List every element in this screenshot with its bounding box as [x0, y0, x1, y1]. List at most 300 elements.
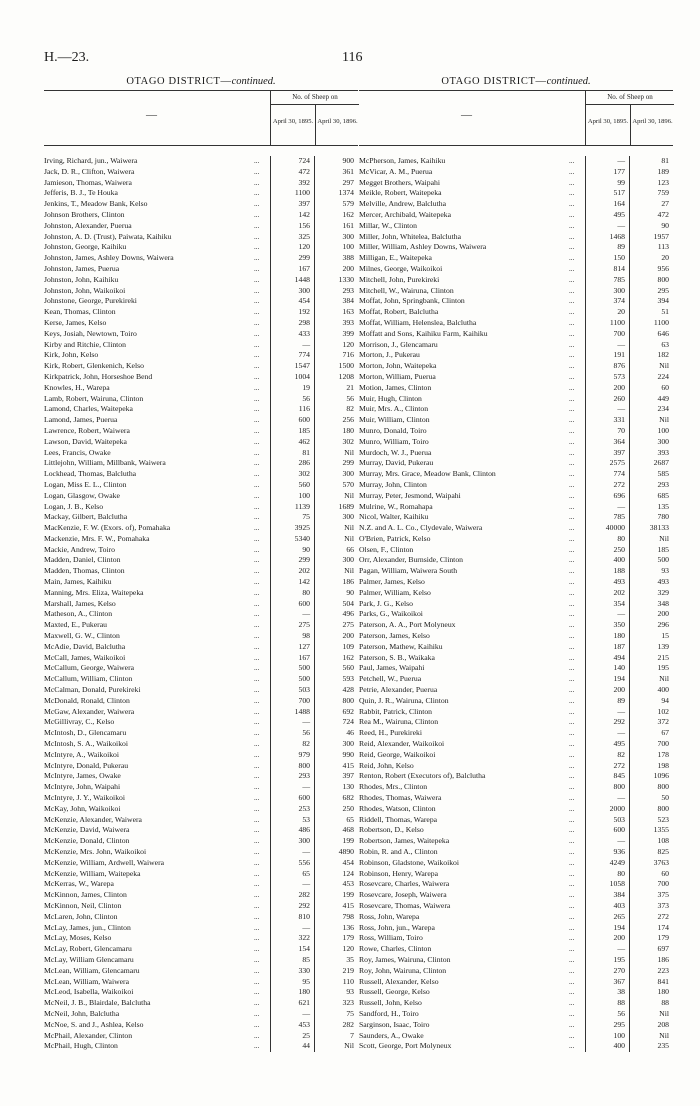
- table-row: [359, 394, 673, 405]
- sheep-1896: 399: [342, 328, 354, 338]
- owner-name: Moffatt and Sons, Kaihiku Farm, Kaihiku: [359, 328, 488, 338]
- table-header: [44, 90, 358, 146]
- table-row: [359, 663, 673, 674]
- leader-dots: ...: [254, 372, 260, 381]
- sheep-1895: 167: [298, 652, 310, 662]
- owner-name: Rosevcare, Thomas, Waiwera: [359, 900, 451, 910]
- sheep-1896: 46: [346, 728, 354, 738]
- section-title: OTAGO DISTRICT—continued.: [441, 76, 591, 87]
- leader-dots: ...: [569, 416, 575, 425]
- leader-dots: ...: [569, 945, 575, 954]
- sheep-1895: —: [302, 922, 310, 932]
- owner-name: McCalman, Donald, Purekireki: [44, 685, 141, 695]
- table-row: [359, 739, 673, 750]
- owner-name: Paterson, James, Kelso: [359, 631, 430, 641]
- sheep-1896: 397: [342, 771, 354, 781]
- sheep-1895: 403: [613, 900, 625, 910]
- sheep-1895: 200: [613, 382, 625, 392]
- owner-name: Murray, Peter, Jesmond, Waipahi: [359, 490, 461, 500]
- table-row: [359, 199, 673, 210]
- leader-dots: ...: [254, 923, 260, 932]
- owner-name: Matheson, A., Clinton: [44, 609, 113, 619]
- sheep-1895: 90: [302, 544, 310, 554]
- owner-name: Morton, William, Puerua: [359, 371, 436, 381]
- table-row: [44, 577, 358, 588]
- leader-dots: ...: [569, 189, 575, 198]
- table-row: [44, 912, 358, 923]
- owner-name: Pagan, William, Waiwera South: [359, 566, 458, 576]
- left-column: [44, 74, 358, 1052]
- leader-dots: ...: [254, 815, 260, 824]
- sheep-1896: 93: [346, 987, 354, 997]
- leader-dots: ...: [254, 329, 260, 338]
- sheep-1895: 979: [298, 749, 310, 759]
- sheep-1896: 223: [657, 965, 669, 975]
- owner-name: Russell, George, Kelso: [359, 987, 430, 997]
- sheep-1896: 189: [657, 166, 669, 176]
- table-row: [359, 847, 673, 858]
- table-row: [44, 253, 358, 264]
- leader-dots: ...: [569, 210, 575, 219]
- table-row: [359, 210, 673, 221]
- owner-name: Mercer, Archibald, Waitepeka: [359, 209, 451, 219]
- sheep-1895: 774: [613, 469, 625, 479]
- sheep-count-label: No. of Sheep on: [271, 91, 359, 105]
- table-row: [359, 923, 673, 934]
- table-row: [44, 275, 358, 286]
- sheep-1895: 89: [617, 695, 625, 705]
- sheep-1895: 292: [298, 900, 310, 910]
- sheep-1896: 21: [346, 382, 354, 392]
- owner-name: Muir, Hugh, Clinton: [359, 393, 422, 403]
- sheep-1895: 5340: [294, 533, 310, 543]
- sheep-1896: 800: [657, 782, 669, 792]
- leader-dots: ...: [254, 588, 260, 597]
- sheep-1896: 200: [342, 263, 354, 273]
- sheep-1895: 397: [298, 199, 310, 209]
- sheep-1895: 724: [298, 156, 310, 165]
- leader-dots: ...: [254, 729, 260, 738]
- table-row: [359, 188, 673, 199]
- sheep-1895: 1488: [294, 706, 310, 716]
- owner-name: Park, J. G., Kelso: [359, 598, 414, 608]
- sheep-1895: 100: [298, 490, 310, 500]
- sheep-1896: 88: [661, 998, 669, 1008]
- leader-dots: ...: [569, 880, 575, 889]
- sheep-1895: 200: [613, 685, 625, 695]
- sheep-1896: 179: [657, 933, 669, 943]
- sheep-1895: 188: [613, 566, 625, 576]
- owner-name: Moffat, Robert, Balclutha: [359, 307, 439, 317]
- table-row: [44, 890, 358, 901]
- leader-dots: ...: [254, 880, 260, 889]
- sheep-1895: —: [302, 879, 310, 889]
- owner-name: Logan, Miss E. L., Clinton: [44, 479, 127, 489]
- sheep-1896: 108: [657, 836, 669, 846]
- table-row: [44, 696, 358, 707]
- leader-dots: ...: [569, 459, 575, 468]
- owner-name: McPhail, Alexander, Clinton: [44, 1030, 133, 1040]
- owner-name: McLay, Robert, Glencamaru: [44, 944, 132, 954]
- table-row: [359, 944, 673, 955]
- owner-name: Ross, William, Toiro: [359, 933, 423, 943]
- sheep-1895: 600: [298, 415, 310, 425]
- sheep-1896: 109: [342, 641, 354, 651]
- sheep-1895: 500: [298, 663, 310, 673]
- sheep-1895: 200: [613, 933, 625, 943]
- table-row: [44, 901, 358, 912]
- sheep-1895: 150: [613, 253, 625, 263]
- leader-dots: ...: [569, 426, 575, 435]
- owner-name: Johnston, John, Kaihiku: [44, 274, 119, 284]
- leader-dots: ...: [569, 642, 575, 651]
- owner-name: McPhail, Hugh, Clinton: [44, 1041, 118, 1051]
- table-row: [359, 437, 673, 448]
- sheep-1895: 556: [298, 857, 310, 867]
- sheep-1896: 990: [342, 749, 354, 759]
- leader-dots: ...: [569, 1042, 575, 1051]
- owner-name: Rabbit, Patrick, Clinton: [359, 706, 433, 716]
- sheep-1895: 275: [298, 620, 310, 630]
- leader-dots: ...: [254, 696, 260, 705]
- sheep-1896: 282: [342, 1019, 354, 1029]
- owner-name: Keys, Josiah, Newtown, Toiro: [44, 328, 137, 338]
- sheep-1895: 774: [298, 350, 310, 360]
- sheep-1895: 302: [298, 469, 310, 479]
- sheep-1896: 697: [657, 944, 669, 954]
- table-row: [44, 944, 358, 955]
- table-row: [44, 167, 358, 178]
- sheep-1895: 25: [302, 1030, 310, 1040]
- leader-dots: ...: [569, 988, 575, 997]
- leader-dots: ...: [569, 718, 575, 727]
- table-row: [44, 782, 358, 793]
- leader-dots: ...: [254, 772, 260, 781]
- sheep-1895: 265: [613, 911, 625, 921]
- sheep-1896: 256: [342, 415, 354, 425]
- sheep-1895: 85: [302, 954, 310, 964]
- sheep-1896: 468: [342, 825, 354, 835]
- sheep-1895: —: [617, 156, 625, 165]
- owner-name: Rosevcare, Joseph, Waiwera: [359, 890, 447, 900]
- sheep-1896: 428: [342, 685, 354, 695]
- sheep-1896: 120: [342, 339, 354, 349]
- right-column: [359, 74, 673, 1052]
- owner-name: McCall, James, Waikoikoi: [44, 652, 126, 662]
- sheep-1896: 682: [342, 793, 354, 803]
- sheep-1896: 93: [661, 566, 669, 576]
- sheep-1895: 282: [298, 890, 310, 900]
- owner-name: Lawrence, Robert, Waiwera: [44, 425, 130, 435]
- table-row: [44, 383, 358, 394]
- sheep-1895: 142: [298, 577, 310, 587]
- sheep-1895: 250: [613, 544, 625, 554]
- sheep-1895: —: [617, 944, 625, 954]
- leader-dots: ...: [254, 934, 260, 943]
- owner-name: Megget Brothers, Waipahi: [359, 177, 441, 187]
- sheep-1896: Nil: [659, 1008, 669, 1018]
- leader-dots: ...: [254, 869, 260, 878]
- owner-name: Main, James, Kaihiku: [44, 577, 112, 587]
- owner-name: Johnstone, George, Purekireki: [44, 296, 137, 306]
- owner-name: Rhodes, Thomas, Waiwera: [359, 793, 442, 803]
- leader-dots: ...: [254, 567, 260, 576]
- sheep-1895: 180: [613, 631, 625, 641]
- sheep-1896: 496: [342, 609, 354, 619]
- sheep-1896: 372: [657, 717, 669, 727]
- sheep-1895: 53: [302, 814, 310, 824]
- sheep-1896: 174: [657, 922, 669, 932]
- owner-name: Petchell, W., Puerua: [359, 674, 422, 684]
- owner-name: Johnston, A. D. (Trust), Paiwata, Kaihiku: [44, 231, 172, 241]
- sheep-1896: 1208: [338, 371, 354, 381]
- leader-dots: ...: [569, 729, 575, 738]
- sheep-1896: 65: [346, 814, 354, 824]
- sheep-1896: 1355: [653, 825, 669, 835]
- owner-name: Rhodes, Mrs., Clinton: [359, 782, 428, 792]
- sheep-1895: 80: [617, 533, 625, 543]
- table-row: [44, 329, 358, 340]
- leader-dots: ...: [569, 545, 575, 554]
- owner-name: Robertson, D., Kelso: [359, 825, 424, 835]
- sheep-1895: 700: [613, 328, 625, 338]
- owner-name: Ross, John, jun., Warepa: [359, 922, 435, 932]
- table-row: [359, 232, 673, 243]
- sheep-1895: 814: [613, 263, 625, 273]
- leader-dots: ...: [254, 599, 260, 608]
- sheep-1895: 400: [613, 1041, 625, 1051]
- leader-dots: ...: [254, 200, 260, 209]
- owner-name: Marshall, James, Kelso: [44, 598, 116, 608]
- owner-name: Paterson, S. B., Waikaka: [359, 652, 435, 662]
- sheep-1896: 394: [657, 296, 669, 306]
- sheep-1895: 80: [302, 587, 310, 597]
- sheep-1895: 785: [613, 274, 625, 284]
- leader-dots: ...: [569, 848, 575, 856]
- owner-name: Roy, James, Wairuna, Clinton: [359, 954, 451, 964]
- leader-dots: ...: [254, 524, 260, 533]
- owner-name: Maxwell, G. W., Clinton: [44, 631, 120, 641]
- table-row: [44, 825, 358, 836]
- table-row: [44, 340, 358, 351]
- sheep-1896: 300: [342, 739, 354, 749]
- owner-name: McKenzie, William, Ardwell, Waiwera: [44, 857, 165, 867]
- owner-name: Murdoch, W. J., Puerua: [359, 447, 432, 457]
- table-row: [44, 804, 358, 815]
- table-row: [44, 847, 358, 858]
- sheep-1895: 192: [298, 307, 310, 317]
- owner-name: Rhodes, Watson, Clinton: [359, 803, 436, 813]
- owner-name: Jack, D. R., Clifton, Waiwera: [44, 166, 135, 176]
- leader-dots: ...: [254, 157, 260, 165]
- leader-dots: ...: [254, 189, 260, 198]
- sheep-1895: —: [617, 793, 625, 803]
- owner-name: Lamond, James, Puerua: [44, 415, 118, 425]
- sheep-1896: 235: [657, 1041, 669, 1051]
- sheep-1896: 579: [342, 199, 354, 209]
- owner-name: O'Brien, Patrick, Kelso: [359, 533, 431, 543]
- sheep-1896: 215: [657, 652, 669, 662]
- owner-name: McLay, Moses, Kelso: [44, 933, 112, 943]
- sheep-1896: 110: [342, 976, 354, 986]
- owner-name: Robin, R. and A., Clinton: [359, 847, 438, 856]
- leader-dots: ...: [254, 448, 260, 457]
- leader-dots: ...: [569, 977, 575, 986]
- sheep-1895: 800: [298, 760, 310, 770]
- sheep-1895: 80: [617, 868, 625, 878]
- sheep-1895: 154: [298, 944, 310, 954]
- sheep-1896: 504: [342, 598, 354, 608]
- sheep-1896: 250: [342, 803, 354, 813]
- sheep-1895: 503: [613, 814, 625, 824]
- owner-name: McKenzie, Alexander, Waiwera: [44, 814, 142, 824]
- table-row: [359, 750, 673, 761]
- table-row: [44, 491, 358, 502]
- owner-name: Meikle, Robert, Waitepeka: [359, 188, 442, 198]
- sheep-1895: —: [617, 836, 625, 846]
- leader-dots: ...: [569, 178, 575, 187]
- leader-dots: ...: [254, 308, 260, 317]
- sheep-1896: Nil: [344, 1041, 354, 1051]
- owner-name: McPherson, James, Kaihiku: [359, 156, 446, 165]
- sheep-1895: 322: [298, 933, 310, 943]
- table-row: [44, 663, 358, 674]
- owner-name: Morrison, J., Glencamaru: [359, 339, 438, 349]
- sheep-1895: 454: [298, 296, 310, 306]
- sheep-1895: 354: [613, 598, 625, 608]
- sheep-1895: 374: [613, 296, 625, 306]
- leader-dots: ...: [569, 783, 575, 792]
- sheep-1896: 60: [661, 868, 669, 878]
- table-row: [359, 296, 673, 307]
- sheep-1895: 1139: [294, 501, 310, 511]
- sheep-1895: 20: [617, 307, 625, 317]
- owner-name: Mitchell, W., Wairuna, Clinton: [359, 285, 454, 295]
- sheep-1896: 300: [342, 469, 354, 479]
- sheep-1895: 187: [613, 641, 625, 651]
- table-row: [359, 253, 673, 264]
- sheep-1896: Nil: [344, 447, 354, 457]
- leader-dots: ...: [569, 772, 575, 781]
- table-row: [359, 588, 673, 599]
- leader-dots: ...: [569, 610, 575, 619]
- document-reference: H.—23.: [44, 50, 90, 65]
- owner-name: Miller, William, Ashley Downs, Waiwera: [359, 242, 487, 252]
- owner-name: Manning, Mrs. Eliza, Waitepeka: [44, 587, 144, 597]
- table-row: [359, 534, 673, 545]
- owner-name: Johnston, George, Kaihiku: [44, 242, 127, 252]
- leader-dots: ...: [254, 383, 260, 392]
- table-row: [359, 340, 673, 351]
- sheep-1896: 2687: [653, 458, 669, 468]
- sheep-1896: 224: [657, 371, 669, 381]
- owner-name: McLean, William, Glencamaru: [44, 965, 140, 975]
- sheep-1895: 845: [613, 771, 625, 781]
- sheep-1896: 300: [342, 231, 354, 241]
- sheep-1896: 1100: [653, 317, 669, 327]
- sheep-1896: 297: [342, 177, 354, 187]
- table-row: [359, 717, 673, 728]
- owner-name: Logan, Glasgow, Owake: [44, 490, 120, 500]
- owner-name: McGillivray, C., Kelso: [44, 717, 115, 727]
- sheep-1895: 810: [298, 911, 310, 921]
- owner-name: Melville, Andrew, Balclutha: [359, 199, 447, 209]
- leader-dots: ...: [254, 513, 260, 522]
- table-row: [359, 415, 673, 426]
- sheep-1895: 472: [298, 166, 310, 176]
- sheep-1896: 123: [657, 177, 669, 187]
- sheep-1895: —: [302, 1008, 310, 1018]
- sheep-1896: 124: [342, 868, 354, 878]
- sheep-1896: 199: [342, 836, 354, 846]
- sheep-1896: 182: [657, 350, 669, 360]
- sheep-1895: 292: [613, 717, 625, 727]
- table-row: [44, 599, 358, 610]
- table-row: [44, 707, 358, 718]
- leader-dots: ...: [569, 826, 575, 835]
- sheep-1896: 300: [342, 512, 354, 522]
- sheep-1896: 393: [342, 317, 354, 327]
- sheep-1895: 127: [298, 641, 310, 651]
- leader-dots: ...: [254, 210, 260, 219]
- sheep-1896: 800: [342, 695, 354, 705]
- owner-name: McGaw, Alexander, Waiwera: [44, 706, 135, 716]
- sheep-1896: 646: [657, 328, 669, 338]
- table-row: [44, 653, 358, 664]
- owner-name: Kirkpatrick, John, Horseshoe Bend: [44, 371, 153, 381]
- col-1896-header: April 30, 1896.: [315, 105, 359, 145]
- sheep-1896: 700: [657, 879, 669, 889]
- sheep-1895: 38: [617, 987, 625, 997]
- sheep-1896: 1957: [653, 231, 669, 241]
- page-header: [0, 50, 700, 66]
- owner-name: Moffat, William, Helenslea, Balclutha: [359, 317, 477, 327]
- leader-dots: ...: [569, 275, 575, 284]
- owner-name: Paterson, A. A., Port Molyneux: [359, 620, 456, 630]
- owner-name: McIntosh, D., Glencamaru: [44, 728, 127, 738]
- leader-dots: ...: [569, 740, 575, 749]
- sheep-1895: 384: [613, 890, 625, 900]
- leader-dots: ...: [569, 243, 575, 252]
- sheep-1896: 400: [657, 685, 669, 695]
- owner-name: Johnston, James, Ashley Downs, Waiwera: [44, 253, 174, 263]
- table-row: [359, 674, 673, 685]
- sheep-1895: 140: [613, 663, 625, 673]
- owner-name: Munro, William, Toiro: [359, 436, 429, 446]
- leader-dots: ...: [254, 502, 260, 511]
- sheep-1896: 102: [657, 706, 669, 716]
- table-row: [359, 329, 673, 340]
- leader-dots: ...: [569, 1031, 575, 1040]
- sheep-1896: 1500: [338, 361, 354, 371]
- leader-dots: ...: [254, 318, 260, 327]
- sheep-1896: 75: [346, 1008, 354, 1018]
- sheep-1896: 453: [342, 879, 354, 889]
- sheep-1896: 200: [657, 609, 669, 619]
- table-row: [359, 685, 673, 696]
- owner-name: McKerras, W., Warepa: [44, 879, 114, 889]
- owner-name: Kirk, Robert, Glenkenich, Kelso: [44, 361, 144, 371]
- leader-dots: ...: [254, 351, 260, 360]
- sheep-1896: 113: [657, 242, 669, 252]
- leader-dots: ...: [254, 740, 260, 749]
- sheep-1896: 180: [342, 425, 354, 435]
- table-row: [44, 469, 358, 480]
- leader-dots: ...: [254, 1020, 260, 1029]
- table-header: [359, 90, 673, 146]
- leader-dots: ...: [569, 664, 575, 673]
- sheep-1895: 300: [613, 285, 625, 295]
